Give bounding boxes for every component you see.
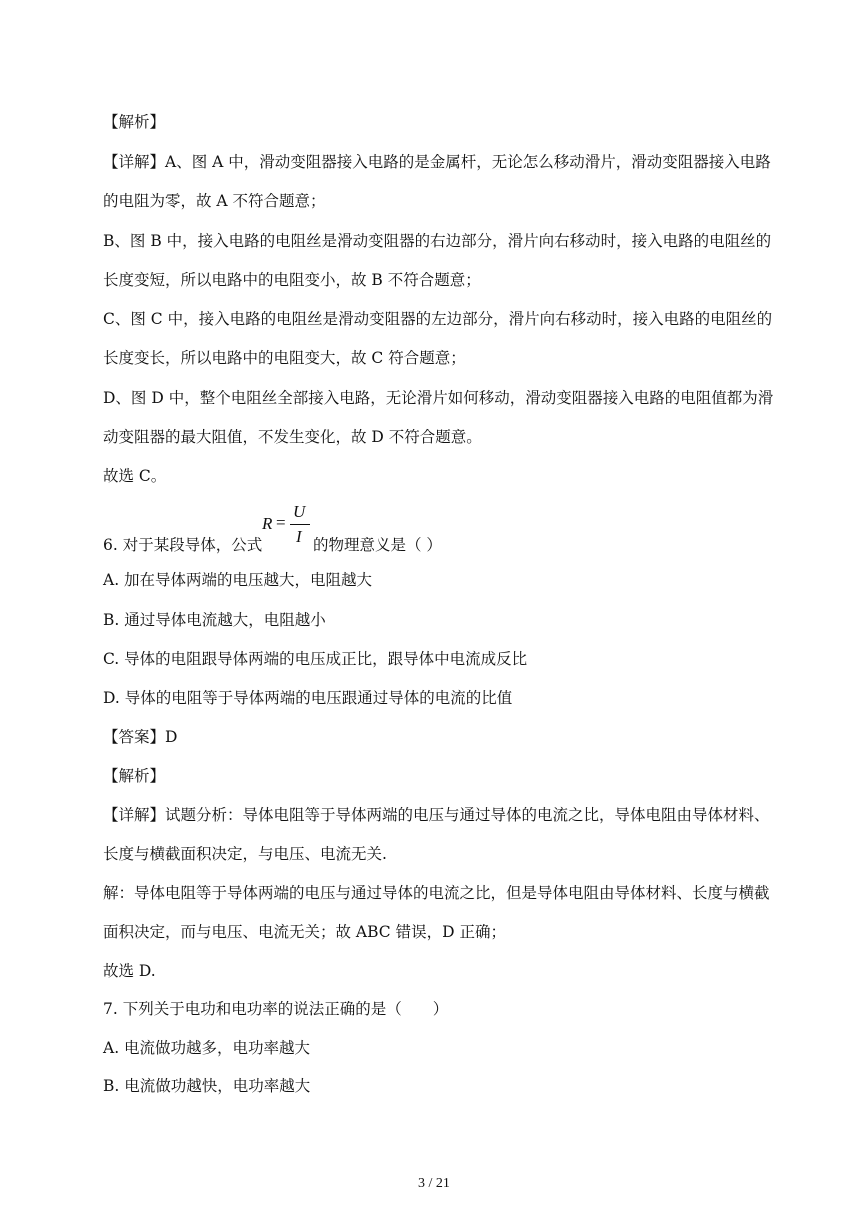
detail-line-b2: 长度变短，所以电路中的电阻变小，故 B 不符合题意； xyxy=(103,271,481,289)
question-6-suffix: 的物理意义是（ ） xyxy=(313,536,442,554)
q6-choice-line: 故选 D. xyxy=(103,962,156,980)
q6-option-c: C. 导体的电阻跟导体两端的电压成正比，跟导体中电流成反比 xyxy=(103,650,528,668)
detail-line-c1: C、图 C 中，接入电路的电阻丝是滑动变阻器的左边部分，滑片向右移动时，接入电路的电阻丝的 xyxy=(103,310,773,328)
q6-analysis-heading: 【解析】 xyxy=(103,767,166,785)
q6-solution-line-2: 面积决定，而与电压、电流无关；故 ABC 错误，D 正确； xyxy=(103,923,506,941)
answer-choice-line: 故选 C。 xyxy=(103,467,167,485)
page-number: 3 / 21 xyxy=(418,1176,450,1191)
q6-answer: 【答案】D xyxy=(103,728,178,746)
question-7-stem: 7. 下列关于电功和电功率的说法正确的是（ ） xyxy=(103,1000,449,1018)
detail-line-d2: 动变阻器的最大阻值，不发生变化，故 D 不符合题意。 xyxy=(103,428,482,446)
detail-line-c2: 长度变长，所以电路中的电阻变大，故 C 符合题意； xyxy=(103,349,466,367)
fraction-bar xyxy=(290,524,310,525)
detail-line-b1: B、图 B 中，接入电路的电阻丝是滑动变阻器的右边部分，滑片向右移动时，接入电路的电阻丝的 xyxy=(103,232,772,250)
resistance-formula xyxy=(262,502,314,550)
q6-detail-line-2: 长度与横截面积决定，与电压、电流无关. xyxy=(103,845,387,863)
formula-equals: = xyxy=(276,513,286,532)
q6-option-a: A. 加在导体两端的电压越大，电阻越大 xyxy=(103,571,373,589)
detail-line-d1: D、图 D 中，整个电阻丝全部接入电路，无论滑片如何移动，滑动变阻器接入电路的电阻值都为滑 xyxy=(103,389,774,407)
q6-detail-line-1: 【详解】试题分析：导体电阻等于导体两端的电压与通过导体的电流之比，导体电阻由导体材料、 xyxy=(103,806,770,824)
q6-option-b: B. 通过导体电流越大，电阻越小 xyxy=(103,611,326,629)
q7-option-b: B. 电流做功越快，电功率越大 xyxy=(103,1077,311,1095)
question-6-prefix: 6. 对于某段导体，公式 xyxy=(103,536,263,554)
analysis-heading: 【解析】 xyxy=(103,113,166,131)
q6-solution-line-1: 解：导体电阻等于导体两端的电压与通过导体的电流之比，但是导体电阻由导体材料、长度与横截 xyxy=(103,884,770,902)
q7-option-a: A. 电流做功越多，电功率越大 xyxy=(103,1039,311,1057)
formula-lhs: R xyxy=(262,514,273,533)
q6-option-d: D. 导体的电阻等于导体两端的电压跟通过导体的电流的比值 xyxy=(103,689,513,707)
formula-denominator: I xyxy=(296,527,302,546)
detail-line-a2: 的电阻为零，故 A 不符合题意； xyxy=(103,192,326,210)
formula-numerator: U xyxy=(293,502,306,521)
detail-line-a1: 【详解】A、图 A 中，滑动变阻器接入电路的是金属杆，无论怎么移动滑片，滑动变阻器接入电路 xyxy=(103,153,771,171)
